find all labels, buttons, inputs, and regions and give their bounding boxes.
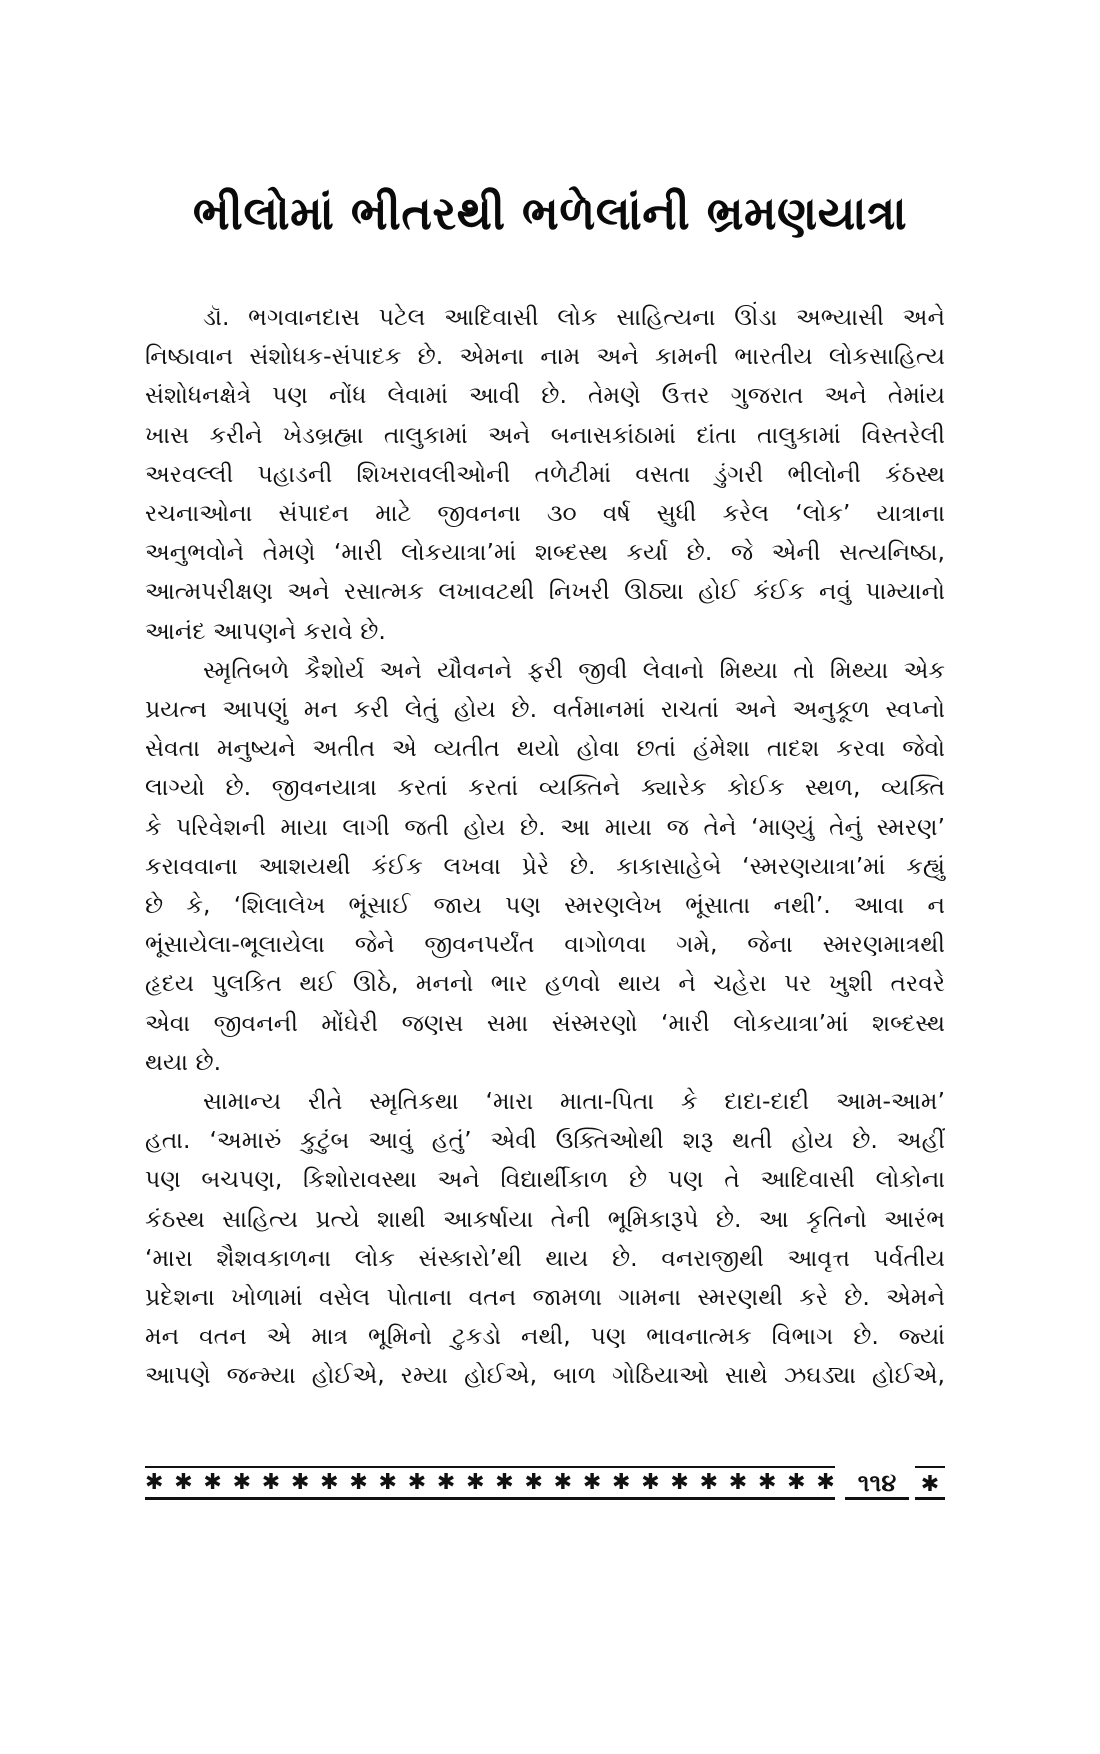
page-number: ૧૧૪ — [845, 1466, 909, 1500]
page-footer — [145, 1466, 945, 1502]
text-line: થયા છે. — [145, 1047, 222, 1076]
text-line: સેવતા મનુષ્યને અતીત એ વ્યતીત થયો હોવા છતાં હંમેશા તાદશ કરવા જેવો — [145, 734, 945, 763]
footer-star-icon: ✱ — [612, 1470, 631, 1495]
text-line: પણ બચપણ, કિશોરાવસ્થા અને વિદ્યાર્થીકાળ છે પણ તે આદિવાસી લોકોના — [145, 1165, 945, 1194]
footer-star-icon: ✱ — [290, 1470, 310, 1495]
text-line: હૃદય પુલકિત થઈ ઊઠે, મનનો ભાર હળવો થાય ને ચહેરા પર ખુશી તરવરે — [145, 969, 945, 998]
footer-star-icon: ✱ — [495, 1470, 514, 1495]
text-line: સંશોધનક્ષેત્રે પણ નોંધ લેવામાં આવી છે. તેમણે ઉત્તર ગુજરાત અને તેમાંય — [145, 381, 945, 410]
footer-star-icon: ✱ — [699, 1470, 718, 1495]
footer-star-icon: ✱ — [728, 1470, 748, 1495]
text-line: મન વતન એ માત્ર ભૂમિનો ટુકડો નથી, પણ ભાવનાત્મક વિભાગ છે. જ્યાં — [145, 1322, 945, 1351]
footer-star-icon: ✱ — [641, 1470, 660, 1495]
footer-star-icon: ✱ — [757, 1470, 777, 1495]
text-line: કંઠસ્થ સાહિત્ય પ્રત્યે શાથી આકર્ષાયા તેની ભૂમિકારૂપે છે. આ કૃતિનો આરંભ — [145, 1204, 945, 1233]
paragraph-1 — [145, 298, 945, 651]
footer-star-icon: ✱ — [787, 1470, 806, 1495]
text-line: ખાસ કરીને ખેડબ્રહ્મા તાલુકામાં અને બનાસકાંઠામાં દાંતા તાલુકામાં વિસ્તરેલી — [145, 420, 945, 449]
text-line: પ્રદેશના ખોળામાં વસેલ પોતાના વતન જામળા ગામના સ્મરણથી કરે છે. એમને — [145, 1283, 945, 1312]
footer-star-icon: ✱ — [816, 1470, 835, 1495]
text-line: આપણે જન્મ્યા હોઈએ, રમ્યા હોઈએ, બાળ ગોઠિયાઓ સાથે ઝઘડ્યા હોઈએ, — [145, 1361, 945, 1390]
text-line: રચનાઓના સંપાદન માટે જીવનના ૩૦ વર્ષ સુધી કરેલ ‘લોક’ યાત્રાના — [145, 499, 945, 528]
text-line: પ્રયત્ન આપણું મન કરી લેતું હોય છે. વર્તમાનમાં રાચતાં અને અનુકૂળ સ્વપ્નો — [145, 695, 945, 724]
footer-star-icon: ✱ — [407, 1470, 427, 1495]
text-line: લાગ્યો છે. જીવનયાત્રા કરતાં કરતાં વ્યક્તિને ક્યારેક કોઈક સ્થળ, વ્યક્તિ — [145, 773, 945, 802]
footer-star-icon: ✱ — [174, 1470, 193, 1495]
text-line: અનુભવોને તેમણે ‘મારી લોકયાત્રા’માં શબ્દસ્થ કર્યા છે. જે એની સત્યનિષ્ઠા, — [145, 538, 945, 567]
footer-ornament-row — [145, 1466, 835, 1500]
footer-star-icon: ✱ — [436, 1470, 456, 1495]
text-line: ‘મારા શૈશવકાળના લોક સંસ્કારો’થી થાય છે. વનરાજીથી આવૃત્ત પર્વતીય — [145, 1243, 945, 1272]
text-line: સામાન્ય રીતે સ્મૃતિકથા ‘મારા માતા-પિતા કે દાદા-દાદી આમ-આમ’ — [203, 1087, 945, 1116]
footer-star-icon: ✱ — [232, 1470, 251, 1495]
text-line: આત્મપરીક્ષણ અને રસાત્મક લખાવટથી નિખરી ઊઠ્યા હોઈ કંઈક નવું પામ્યાનો — [145, 577, 945, 606]
footer-star-icon: ✱ — [378, 1470, 397, 1495]
text-line: કે પરિવેશની માયા લાગી જતી હોય છે. આ માયા જ તેને ‘માણ્યું તેનું સ્મરણ’ — [145, 812, 945, 841]
footer-end-star-icon: ✱ — [915, 1466, 945, 1500]
chapter-title: ભીલોમાં ભીતરથી ભળેલાંની ભ્રમણયાત્રા — [192, 186, 908, 240]
footer-star-icon: ✱ — [466, 1470, 485, 1495]
footer-star-icon: ✱ — [582, 1470, 602, 1495]
text-line: હતા. ‘અમારું કુટુંબ આવું હતું’ એવી ઉક્તિઓથી શરૂ થતી હોય છે. અહીં — [145, 1126, 945, 1155]
text-line: અરવલ્લી પહાડની શિખરાવલીઓની તળેટીમાં વસતા ડુંગરી ભીલોની કંઠસ્થ — [145, 459, 945, 488]
text-line: ભૂંસાયેલા-ભૂલાયેલા જેને જીવનપર્યંત વાગોળવા ગમે, જેના સ્મરણમાત્રથી — [145, 930, 945, 959]
footer-star-icon: ✱ — [553, 1470, 573, 1495]
paragraph-2 — [145, 651, 945, 1082]
footer-star-icon: ✱ — [670, 1470, 689, 1495]
footer-star-icon: ✱ — [203, 1470, 222, 1495]
text-line: સ્મૃતિબળે કૈશોર્ય અને યૌવનને ફરી જીવી લેવાનો મિથ્યા તો મિથ્યા એક — [203, 655, 945, 684]
text-line: આનંદ આપણને કરાવે છે. — [145, 616, 386, 645]
text-line: છે કે, ‘શિલાલેખ ભૂંસાઈ જાય પણ સ્મરણલેખ ભૂંસાતા નથી’. આવા ન — [145, 891, 945, 920]
text-line: ડૉ. ભગવાનદાસ પટેલ આદિવાસી લોક સાહિત્યના ઊંડા અભ્યાસી અને — [203, 303, 945, 331]
text-line: એવા જીવનની મોંઘેરી જણસ સમા સંસ્મરણો ‘મારી લોકયાત્રા’માં શબ્દસ્થ — [145, 1008, 945, 1037]
footer-star-icon: ✱ — [261, 1470, 281, 1495]
footer-star-icon: ✱ — [145, 1470, 164, 1495]
body-text — [145, 298, 945, 1396]
footer-star-icon: ✱ — [349, 1470, 368, 1495]
footer-star-icon: ✱ — [524, 1470, 543, 1495]
text-line: કરાવવાના આશયથી કંઈક લખવા પ્રેરે છે. કાકાસાહેબે ‘સ્મરણયાત્રા’માં કહ્યું — [145, 851, 945, 880]
text-line: નિષ્ઠાવાન સંશોધક-સંપાદક છે. એમના નામ અને કામની ભારતીય લોકસાહિત્ય — [145, 342, 945, 371]
paragraph-3 — [145, 1082, 945, 1396]
footer-star-icon: ✱ — [320, 1470, 339, 1495]
